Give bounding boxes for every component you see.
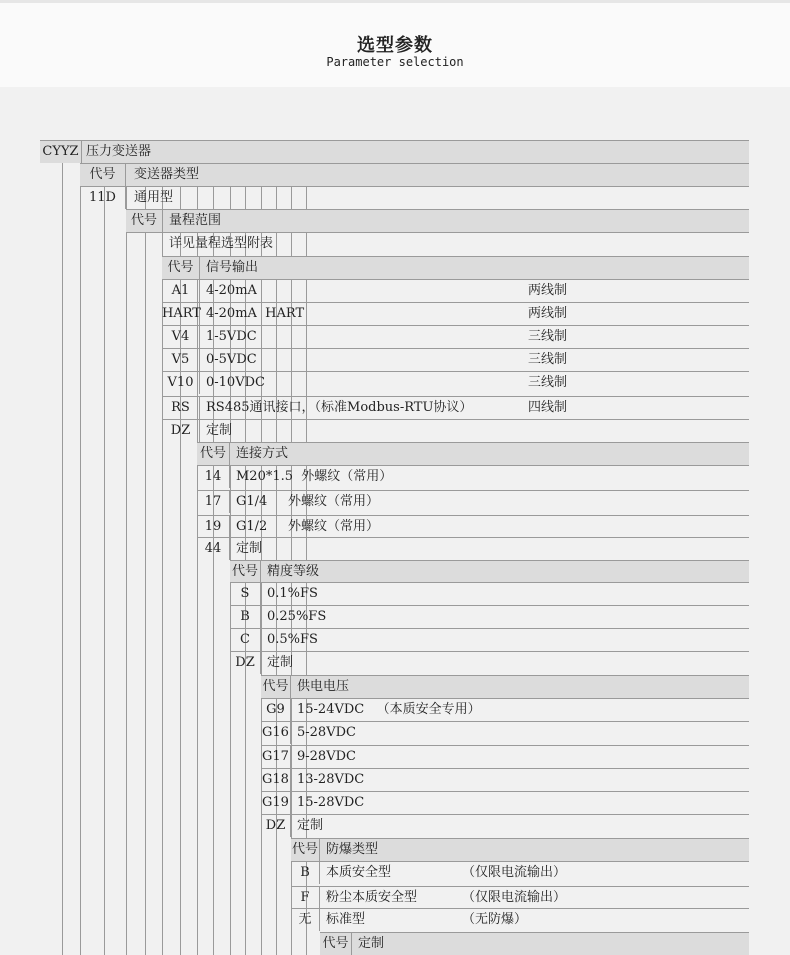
option-code: V4	[162, 326, 200, 348]
option-row	[261, 698, 749, 721]
page-title: 选型参数	[357, 35, 433, 56]
bracket-line	[126, 163, 127, 955]
option-label: RS485通讯接口，（标准Modbus-RTU协议）	[206, 400, 473, 415]
option-code: G16	[261, 722, 291, 744]
option-row	[197, 515, 749, 538]
option-row	[162, 348, 749, 371]
option-row	[261, 791, 749, 814]
section-header-code: 代号	[197, 443, 230, 465]
option-note: （无防爆）	[462, 912, 528, 927]
option-code: 14	[197, 466, 230, 488]
option-label: G1/2 外螺纹（常用）	[236, 519, 379, 534]
option-label: 15-28VDC	[297, 795, 365, 810]
option-row	[261, 721, 749, 744]
option-code: RS	[162, 397, 200, 419]
section-header-row	[320, 932, 749, 955]
option-label: 13-28VDC	[297, 772, 365, 787]
option-label: 15-24VDC （本质安全专用）	[297, 702, 481, 717]
option-note: （仅限电流输出）	[462, 890, 567, 905]
option-row	[291, 886, 749, 909]
section-header-label: 量程范围	[169, 213, 222, 228]
bracket-line	[80, 163, 81, 955]
page-header	[0, 0, 790, 87]
option-code: G9	[261, 699, 291, 721]
option-code: 无	[291, 909, 320, 931]
option-label: 0.25%FS	[267, 609, 327, 624]
option-row	[230, 605, 749, 628]
option-label: 定制	[267, 655, 294, 670]
option-row	[291, 908, 749, 931]
option-row	[230, 628, 749, 651]
model-name: 压力变送器	[86, 144, 152, 159]
option-row	[197, 537, 749, 560]
option-code: 11D	[80, 187, 126, 209]
option-row	[197, 465, 749, 488]
option-code: V5	[162, 349, 200, 371]
section-header-code: 代号	[162, 257, 200, 279]
section-header-label: 供电电压	[297, 679, 350, 694]
option-row	[261, 814, 749, 837]
section-header-code: 代号	[291, 839, 320, 861]
option-note: 两线制	[528, 283, 568, 298]
option-code: V10	[162, 372, 200, 394]
option-code: B	[291, 862, 320, 884]
option-row	[197, 490, 749, 513]
section-header-row	[162, 256, 749, 279]
option-code: B	[230, 606, 261, 628]
option-row	[162, 302, 749, 325]
option-label: M20*1.5 外螺纹（常用）	[236, 469, 393, 484]
option-label: G1/4 外螺纹（常用）	[236, 494, 379, 509]
option-code: 19	[197, 516, 230, 538]
option-row	[291, 861, 749, 884]
option-label: 9-28VDC	[297, 749, 356, 764]
option-label: 0-10VDC	[206, 375, 265, 390]
option-note: 三线制	[528, 375, 568, 390]
option-code: F	[291, 887, 320, 909]
option-label: 定制	[236, 541, 263, 556]
option-row	[162, 325, 749, 348]
section-header-code: 代号	[230, 561, 261, 583]
option-label: 本质安全型	[326, 865, 392, 880]
bracket-line	[145, 163, 146, 955]
option-code: DZ	[162, 420, 200, 442]
option-label: 0-5VDC	[206, 352, 257, 367]
section-header-label: 防爆类型	[326, 842, 379, 857]
option-code: G17	[261, 746, 291, 768]
option-code: DZ	[230, 652, 261, 674]
option-label: 详见量程选型附表	[169, 236, 274, 251]
bracket-line	[104, 163, 105, 955]
bracket-line	[62, 163, 63, 955]
section-header-code: 代号	[261, 676, 291, 698]
section-header-label: 定制	[358, 936, 385, 951]
option-note: 两线制	[528, 306, 568, 321]
option-code	[126, 233, 163, 255]
option-label: 1-5VDC	[206, 329, 257, 344]
section-header-row	[261, 675, 749, 698]
section-header-row	[230, 560, 749, 583]
option-row	[126, 232, 749, 255]
option-row	[230, 582, 749, 605]
model-row	[40, 140, 749, 163]
option-label: 4-20mA HART	[206, 306, 305, 321]
section-header-row	[126, 209, 749, 232]
option-label: 通用型	[134, 190, 174, 205]
option-row	[80, 186, 749, 209]
option-row	[162, 419, 749, 442]
section-header-label: 精度等级	[267, 564, 320, 579]
option-code: G19	[261, 792, 291, 814]
section-header-code: 代号	[320, 933, 352, 955]
option-note: 四线制	[528, 400, 568, 415]
option-code: 17	[197, 491, 230, 513]
option-note: 三线制	[528, 329, 568, 344]
section-header-row	[291, 838, 749, 861]
section-header-code: 代号	[80, 164, 126, 186]
option-code: DZ	[261, 815, 291, 837]
option-label: 0.5%FS	[267, 632, 318, 647]
option-label: 0.1%FS	[267, 586, 318, 601]
option-note: （仅限电流输出）	[462, 865, 567, 880]
option-label: 标准型	[326, 912, 366, 927]
section-header-code: 代号	[126, 210, 163, 232]
option-code: G18	[261, 769, 291, 791]
option-code: S	[230, 583, 261, 605]
option-code: A1	[162, 280, 200, 302]
model-code: CYYZ	[40, 141, 82, 163]
option-row	[162, 371, 749, 394]
page-subtitle: Parameter selection	[326, 55, 464, 69]
option-code: HART	[162, 303, 200, 325]
section-header-row	[197, 442, 749, 465]
option-label: 4-20mA	[206, 283, 257, 298]
option-code: 44	[197, 538, 230, 560]
option-row	[230, 651, 749, 674]
option-note: 三线制	[528, 352, 568, 367]
option-code: C	[230, 629, 261, 651]
option-label: 5-28VDC	[297, 725, 356, 740]
option-row	[162, 396, 749, 419]
option-row	[261, 745, 749, 768]
section-header-label: 信号输出	[206, 260, 259, 275]
option-label: 定制	[297, 818, 324, 833]
section-header-label: 连接方式	[236, 446, 289, 461]
section-header-label: 变送器类型	[134, 167, 200, 182]
option-label: 定制	[206, 423, 233, 438]
option-row	[162, 279, 749, 302]
option-row	[261, 768, 749, 791]
section-header-row	[80, 163, 749, 186]
option-label: 粉尘本质安全型	[326, 890, 418, 905]
